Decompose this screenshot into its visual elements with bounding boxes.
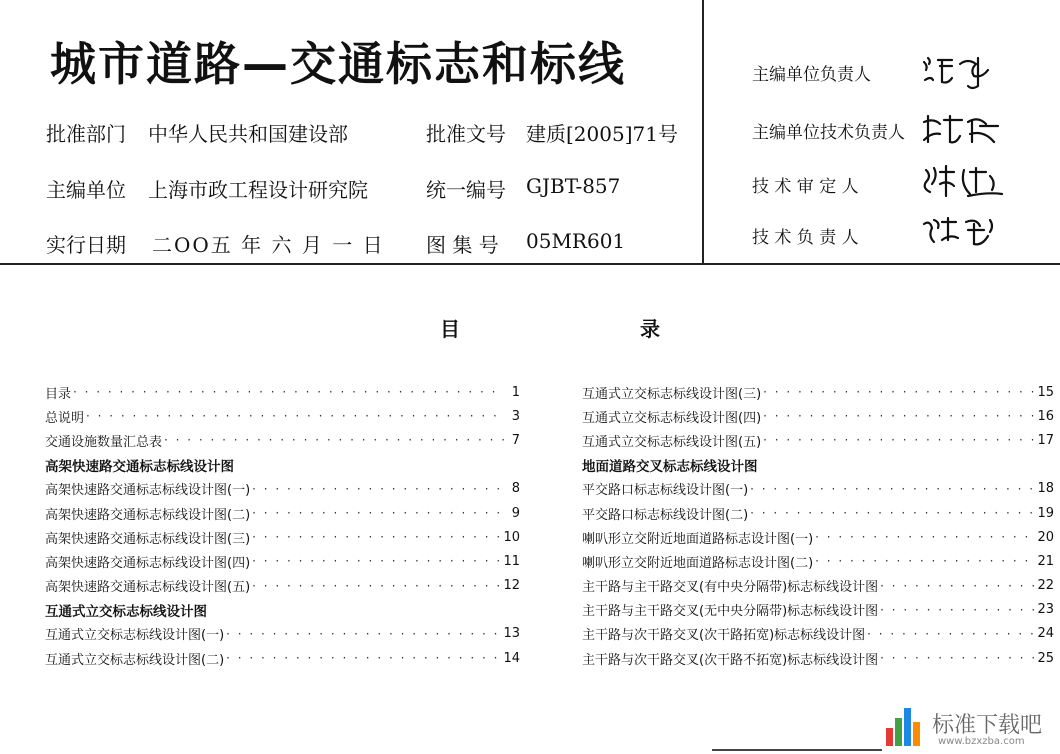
dot-leader	[763, 409, 1035, 423]
watermark	[878, 700, 1060, 754]
toc-entry[interactable]	[582, 501, 1054, 525]
watermark-url: www.bzxzba.com	[938, 736, 1025, 747]
toc-entry-title: 平交路口标志标线设计图(二)	[582, 507, 749, 523]
toc-page-number: 12	[503, 578, 520, 594]
toc-entry-title: 目录	[45, 386, 72, 402]
field-value-approval-dept: 中华人民共和国建设部	[148, 122, 348, 146]
toc-page-number: 13	[503, 626, 520, 642]
dot-leader	[880, 651, 1035, 665]
toc-section-heading: 互通式立交标志标线设计图	[45, 603, 207, 620]
toc-entry[interactable]	[582, 549, 1054, 573]
toc-page-number: 25	[1037, 650, 1054, 666]
header-divider-vertical	[702, 0, 704, 263]
dot-leader	[880, 579, 1035, 593]
field-value-unified-no: GJBT-857	[526, 174, 621, 198]
toc-page-number: 21	[1037, 553, 1054, 569]
toc-entry[interactable]	[45, 501, 520, 525]
role-chief-unit-tech-head: 主编单位技术负责人	[752, 123, 905, 143]
toc-entry[interactable]	[45, 380, 520, 404]
toc-entry-title: 高架快速路交通标志标线设计图(一)	[45, 483, 251, 499]
toc-entry-title: 互通式立交标志标线设计图(二)	[45, 652, 225, 668]
dot-leader	[86, 409, 504, 423]
toc-entry-title: 主干路与次干路交叉(次干路拓宽)标志标线设计图	[582, 628, 866, 644]
toc-page-number: 7	[511, 432, 520, 448]
toc-entry-title: 主干路与主干路交叉(有中央分隔带)标志标线设计图	[582, 580, 879, 596]
toc-page-number: 11	[503, 553, 520, 569]
toc-entry[interactable]	[582, 574, 1054, 598]
toc-page-number: 23	[1037, 602, 1054, 618]
toc-column-right	[582, 380, 1054, 670]
toc-title-right: 录	[640, 317, 660, 341]
signature-2	[920, 110, 1010, 150]
toc-entry[interactable]	[45, 549, 520, 573]
watermark-name: 标准下载吧	[932, 713, 1043, 738]
toc-entry-title: 互通式立交标志标线设计图(五)	[582, 434, 762, 450]
dot-leader	[763, 385, 1035, 399]
dot-leader	[164, 433, 504, 447]
document-title: 城市道路—交通标志和标线	[50, 37, 626, 91]
toc-entry[interactable]	[45, 574, 520, 598]
toc-entry[interactable]	[582, 404, 1054, 428]
toc-page-number: 15	[1037, 384, 1054, 400]
toc-page-number: 8	[511, 481, 520, 497]
toc-column-left	[45, 380, 520, 670]
field-label-chief-unit: 主编单位	[46, 178, 126, 202]
toc-entry[interactable]	[582, 622, 1054, 646]
toc-page-number: 3	[511, 408, 520, 424]
toc-entry-title: 主干路与主干路交叉(无中央分隔带)标志标线设计图	[582, 604, 879, 620]
dot-leader	[252, 530, 501, 544]
toc-entry-title: 互通式立交标志标线设计图(一)	[45, 628, 225, 644]
dot-leader	[750, 506, 1035, 520]
toc-entry[interactable]	[582, 598, 1054, 622]
toc-entry[interactable]	[582, 380, 1054, 404]
dot-leader	[252, 482, 504, 496]
toc-entry[interactable]	[45, 428, 520, 452]
toc-page-number: 18	[1037, 481, 1054, 497]
bottom-border	[712, 749, 882, 751]
toc-entry[interactable]	[45, 525, 520, 549]
dot-leader	[73, 385, 504, 399]
field-label-unified-no: 统一编号	[426, 178, 506, 202]
field-value-effective-date: 二OO五 年 六 月 一 日	[152, 233, 385, 257]
toc-entry[interactable]	[45, 477, 520, 501]
field-label-atlas-no: 图 集 号	[426, 233, 499, 257]
toc-entry[interactable]	[45, 622, 520, 646]
toc-entry[interactable]	[582, 525, 1054, 549]
toc-entry[interactable]	[45, 646, 520, 670]
dot-leader	[226, 651, 501, 665]
toc-entry-title: 高架快速路交通标志标线设计图(三)	[45, 531, 251, 547]
dot-leader	[226, 627, 501, 641]
toc-title-left: 目	[440, 317, 460, 341]
dot-leader	[815, 554, 1035, 568]
dot-leader	[880, 603, 1035, 617]
role-chief-unit-head: 主编单位负责人	[752, 65, 871, 85]
logo-bar	[886, 728, 893, 746]
toc-page-number: 9	[511, 505, 520, 521]
header-divider-horizontal	[0, 263, 1060, 265]
toc-page-number: 14	[503, 650, 520, 666]
logo-bar	[904, 708, 911, 746]
toc-section-heading: 高架快速路交通标志标线设计图	[45, 458, 234, 475]
toc-page-number: 16	[1037, 408, 1054, 424]
toc-entry-title: 高架快速路交通标志标线设计图(四)	[45, 555, 251, 571]
toc-page-number: 10	[503, 529, 520, 545]
toc-entry-title: 总说明	[45, 410, 85, 426]
toc-section-heading: 地面道路交叉标志标线设计图	[582, 458, 758, 475]
toc-page-number: 24	[1037, 626, 1054, 642]
field-label-approval-dept: 批准部门	[46, 122, 126, 146]
toc-page-number: 19	[1037, 505, 1054, 521]
logo-bar	[895, 718, 902, 746]
toc-entry-title: 喇叭形立交附近地面道路标志设计图(二)	[582, 555, 814, 571]
toc-entry-title: 互通式立交标志标线设计图(三)	[582, 386, 762, 402]
toc-entry-title: 主干路与次干路交叉(次干路不拓宽)标志标线设计图	[582, 652, 879, 668]
dot-leader	[252, 554, 501, 568]
signature-4	[920, 212, 1010, 252]
dot-leader	[867, 627, 1035, 641]
toc-page-number: 22	[1037, 578, 1054, 594]
field-label-effective-date: 实行日期	[46, 233, 126, 257]
toc-page-number: 20	[1037, 529, 1054, 545]
toc-entry-title: 交通设施数量汇总表	[45, 434, 163, 450]
dot-leader	[252, 506, 504, 520]
toc-entry-title: 互通式立交标志标线设计图(四)	[582, 410, 762, 426]
dot-leader	[750, 482, 1035, 496]
bar-chart-logo-icon	[884, 706, 924, 748]
toc-entry[interactable]	[582, 428, 1054, 452]
field-value-approval-no: 建质[2005]71号	[526, 122, 678, 146]
toc-entry-title: 平交路口标志标线设计图(一)	[582, 483, 749, 499]
role-tech-approver: 技 术 审 定 人	[752, 177, 859, 197]
toc-entry-title: 喇叭形立交附近地面道路标志设计图(一)	[582, 531, 814, 547]
role-tech-responsible: 技 术 负 责 人	[752, 228, 859, 248]
dot-leader	[815, 530, 1035, 544]
field-value-atlas-no: 05MR601	[526, 229, 626, 253]
signature-1	[920, 52, 1010, 92]
signature-3	[920, 162, 1010, 202]
field-value-chief-unit: 上海市政工程设计研究院	[148, 178, 368, 202]
toc-entry-title: 高架快速路交通标志标线设计图(二)	[45, 507, 251, 523]
toc-page-number: 17	[1037, 432, 1054, 448]
field-label-approval-no: 批准文号	[426, 122, 506, 146]
document-header	[0, 0, 1060, 263]
toc-entry[interactable]	[582, 477, 1054, 501]
toc-page-number: 1	[511, 384, 520, 400]
toc-entry[interactable]	[582, 646, 1054, 670]
toc-entry-title: 高架快速路交通标志标线设计图(五)	[45, 580, 251, 596]
dot-leader	[252, 579, 501, 593]
toc-entry[interactable]	[45, 404, 520, 428]
logo-bar	[913, 722, 920, 746]
dot-leader	[763, 433, 1035, 447]
